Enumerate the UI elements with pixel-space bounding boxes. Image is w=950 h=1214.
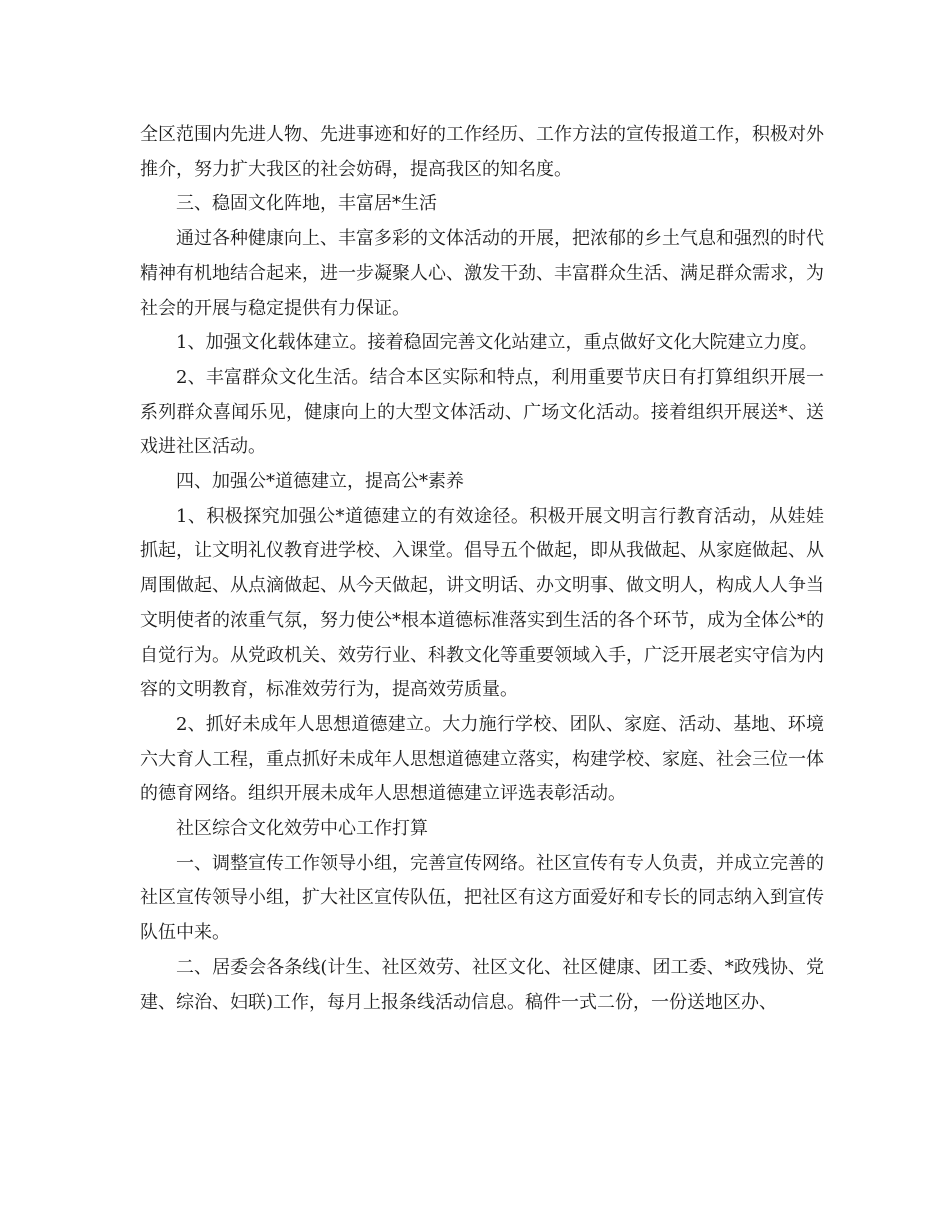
- section-heading-morality: 四、加强公*道德建立，提高公*素养: [176, 471, 464, 493]
- document-body: [140, 118, 824, 1020]
- paragraph-morality-item-2: 2、抓好未成年人思想道德建立。大力施行学校、团队、家庭、活动、基地、环境六大育人工程，重点抓好未成年人思想道德建立落实，构建学校、家庭、社会三位一体的德育网络。组织开展未成年人思想道德建立评选表彰活动。: [140, 713, 824, 805]
- paragraph-morality-item-1: 1、积极探究加强公*道德建立的有效途径。积极开展文明言行教育活动，从娃娃抓起，让文明礼仪教育进学校、入课堂。倡导五个做起，即从我做起、从家庭做起、从周围做起、从点滴做起、从今天做起，讲文明话、办文明事、做文明人，构成人人争当文明使者的浓重气氛，努力使公*根本道德标准落实到生活的各个环节，成为全体公*的自觉行为。从党政机关、效劳行业、科教文化等重要领域入手，广泛开展老实守信为内容的文明教育，标准效劳行为，提高效劳质量。: [140, 505, 824, 701]
- document-subtitle: 社区综合文化效劳中心工作打算: [176, 818, 428, 840]
- paragraph-plan-item-1: 一、调整宣传工作领导小组，完善宣传网络。社区宣传有专人负责，并成立完善的社区宣传领导小组，扩大社区宣传队伍，把社区有这方面爱好和专长的同志纳入到宣传队伍中来。: [140, 852, 824, 944]
- paragraph-continuation: 全区范围内先进人物、先进事迹和好的工作经历、工作方法的宣传报道工作，积极对外推介，努力扩大我区的社会妨碍，提高我区的知名度。: [140, 124, 824, 180]
- paragraph-culture-item-1: 1、加强文化载体建立。接着稳固完善文化站建立，重点做好文化大院建立力度。: [176, 332, 818, 354]
- paragraph-culture-intro: 通过各种健康向上、丰富多彩的文体活动的开展，把浓郁的乡土气息和强烈的时代精神有机地结合起来，进一步凝聚人心、激发干劲、丰富群众生活、满足群众需求，为社会的开展与稳定提供有力保证。: [140, 228, 824, 319]
- paragraph-plan-item-2: 二、居委会各条线(计生、社区效劳、社区文化、社区健康、团工委、*政残协、党建、综治、妇联)工作，每月上报条线活动信息。稿件一式二份，一份送地区办、: [140, 956, 824, 1013]
- section-heading-culture: 三、稳固文化阵地，丰富居*生活: [176, 193, 437, 215]
- paragraph-culture-item-2: 2、丰富群众文化生活。结合本区实际和特点，利用重要节庆日有打算组织开展一系列群众喜闻乐见，健康向上的大型文体活动、广场文化活动。接着组织开展送*、送戏进社区活动。: [140, 366, 824, 458]
